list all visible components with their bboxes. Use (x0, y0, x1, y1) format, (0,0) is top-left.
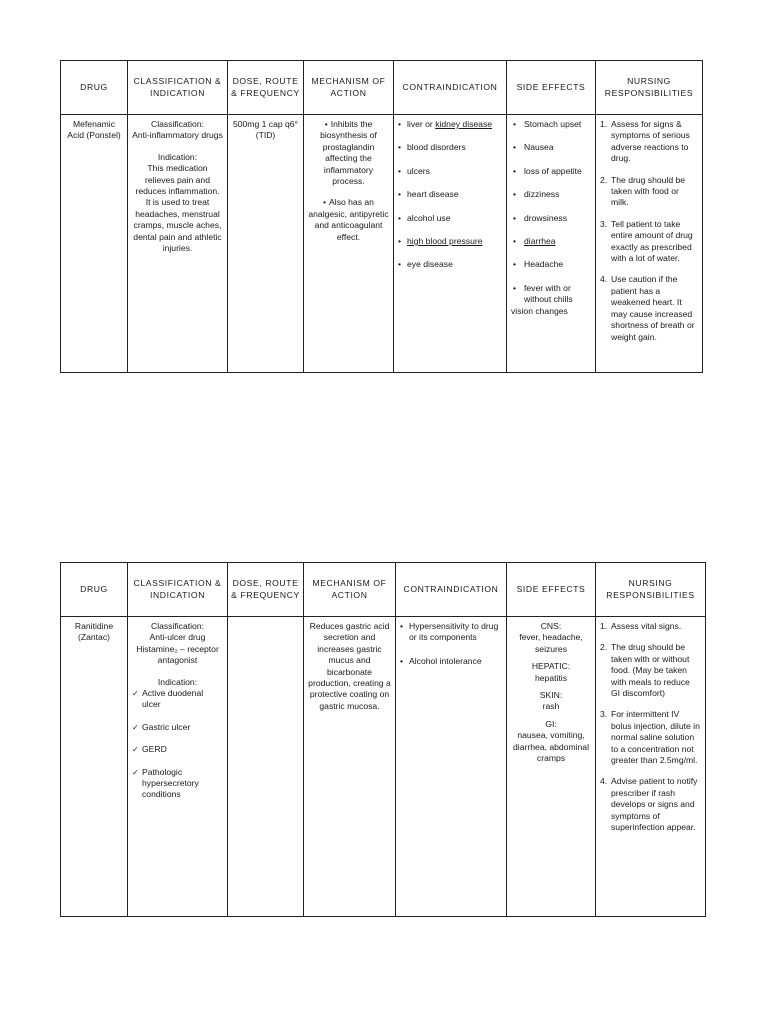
classification-label: Classification: (150, 119, 204, 129)
list-item: • liver or kidney disease (398, 119, 502, 130)
list-item: 2. The drug should be taken with food or milk. (600, 174, 686, 208)
side-effect-value: hepatitis (534, 672, 567, 683)
header-row (61, 563, 706, 617)
dose-value: 500mg 1 cap q6°(TID) (228, 115, 304, 373)
header-mechanism: MECHANISM OF ACTION (304, 563, 396, 617)
dose-value (228, 617, 304, 917)
contraindication-cell (396, 617, 507, 917)
nursing-cell (596, 617, 706, 917)
drug-table-mefenamic (60, 60, 703, 373)
list-item: • drowsiness (511, 213, 591, 224)
drug-name: Mefenamic Acid (Ponstel) (61, 115, 128, 373)
drug-name: Ranitidine (Zantac) (61, 617, 128, 917)
classification-cell (128, 115, 228, 373)
side-effects-cell (507, 115, 596, 373)
list-item: • alcohol use (398, 213, 502, 224)
side-effects-cell (507, 617, 596, 917)
list-item: ✓ Gastric ulcer (132, 722, 223, 733)
mechanism-value: Reduces gastric acid secretion and increases gastric mucus and bicarbonate production, creating a protective coating on gastric mucosa. (304, 617, 396, 917)
side-effect-label: HEPATIC: (531, 661, 571, 672)
indication-value: This medication relieves pain and reduces inflammation. It is used to treat headaches, menstrual cramps, muscle aches, dental pain and athletic injuries. (133, 163, 222, 254)
list-item: 3. Tell patient to take entire amount of drug exactly as prescribed with a lot of water. (600, 218, 693, 264)
classification-value: Anti-ulcer drug (149, 632, 206, 643)
header-contraindication: CONTRAINDICATION (394, 61, 507, 115)
list-item: 2. The drug should be taken with or without food. (May be taken with meals to reduce GI discomfort) (600, 642, 690, 699)
list-item: • loss of appetite (511, 166, 591, 177)
header-dose: DOSE, ROUTE & FREQUENCY (228, 563, 304, 617)
list-item: • Stomach upset (511, 119, 591, 130)
side-effect-value: fever, headache, seizures (519, 632, 583, 654)
contraindication-cell (394, 115, 507, 373)
list-item: • heart disease (398, 189, 502, 200)
classification-value: Histamine₂ – receptor antagonist (136, 643, 219, 666)
list-item: 4. Use caution if the patient has a weakened heart. It may cause increased shortness of breath or weight gain. (600, 274, 695, 342)
header-dose: DOSE, ROUTE & FREQUENCY (228, 61, 304, 115)
list-item: • high blood pressure (398, 236, 502, 247)
list-item: • Hypersensitivity to drug or its components (400, 621, 502, 644)
list-item: • eye disease (398, 259, 502, 270)
header-mechanism: MECHANISM OF ACTION (304, 61, 394, 115)
side-effect-label: CNS: (540, 621, 562, 631)
list-item: • dizziness (511, 189, 591, 200)
list-item: • blood disorders (398, 142, 502, 153)
side-effect-label: SKIN: (539, 690, 563, 701)
header-drug: DRUG (61, 61, 128, 115)
list-item: 1. Assess for signs & symptoms of serious adverse reactions to drug. (600, 119, 690, 164)
list-item: 3. For intermittent IV bolus injection, dilute in normal saline solution to a concentration not greater than 2.5mg/ml. (600, 709, 700, 766)
indication-label: Indication: (157, 151, 198, 162)
side-effect-vision: vision changes (511, 305, 568, 316)
side-effect-value: nausea, vomiting, diarrhea, abdominal cramps (513, 730, 589, 764)
list-item: 1. Assess vital signs. (600, 621, 682, 631)
header-side-effects: SIDE EFFECTS (507, 563, 596, 617)
mechanism-item: • Also has an analgesic, antipyretic and anticoagulant effect. (308, 197, 389, 242)
list-item: • fever with or without chills (511, 283, 591, 306)
list-item: ✓ GERD (132, 744, 223, 755)
list-item: • Alcohol intolerance (400, 656, 502, 667)
classification-label: Classification: (150, 621, 204, 631)
header-contraindication: CONTRAINDICATION (396, 563, 507, 617)
table-row (61, 115, 703, 373)
header-row (61, 61, 703, 115)
list-item: • Headache (511, 259, 591, 270)
nursing-cell (596, 115, 703, 373)
list-item: • diarrhea (511, 236, 591, 247)
header-drug: DRUG (61, 563, 128, 617)
side-effect-value: rash (542, 701, 560, 712)
header-classification: CLASSIFICATION & INDICATION (128, 61, 228, 115)
list-item: 4. Advise patient to notify prescriber if rash develops or signs and symptoms of superinfection appear. (600, 776, 698, 833)
mechanism-item: • Inhibits the biosynthesis of prostaglandin affecting the inflammatory process. (320, 119, 377, 187)
classification-cell (128, 617, 228, 917)
header-classification: CLASSIFICATION & INDICATION (128, 563, 228, 617)
header-nursing: NURSING RESPONSIBILITIES (596, 563, 706, 617)
header-nursing: NURSING RESPONSIBILITIES (596, 61, 703, 115)
list-item: ✓ Active duodenal ulcer (132, 688, 223, 711)
table-row (61, 617, 706, 917)
list-item: • ulcers (398, 166, 502, 177)
side-effect-label: GI: (545, 718, 557, 729)
indication-label: Indication: (157, 676, 198, 687)
header-side-effects: SIDE EFFECTS (507, 61, 596, 115)
drug-table-ranitidine (60, 562, 706, 917)
classification-value: Anti-inflammatory drugs (132, 130, 223, 141)
list-item: ✓ Pathologic hypersecretory conditions (132, 767, 223, 801)
mechanism-cell (304, 115, 394, 373)
list-item: • Nausea (511, 142, 591, 153)
